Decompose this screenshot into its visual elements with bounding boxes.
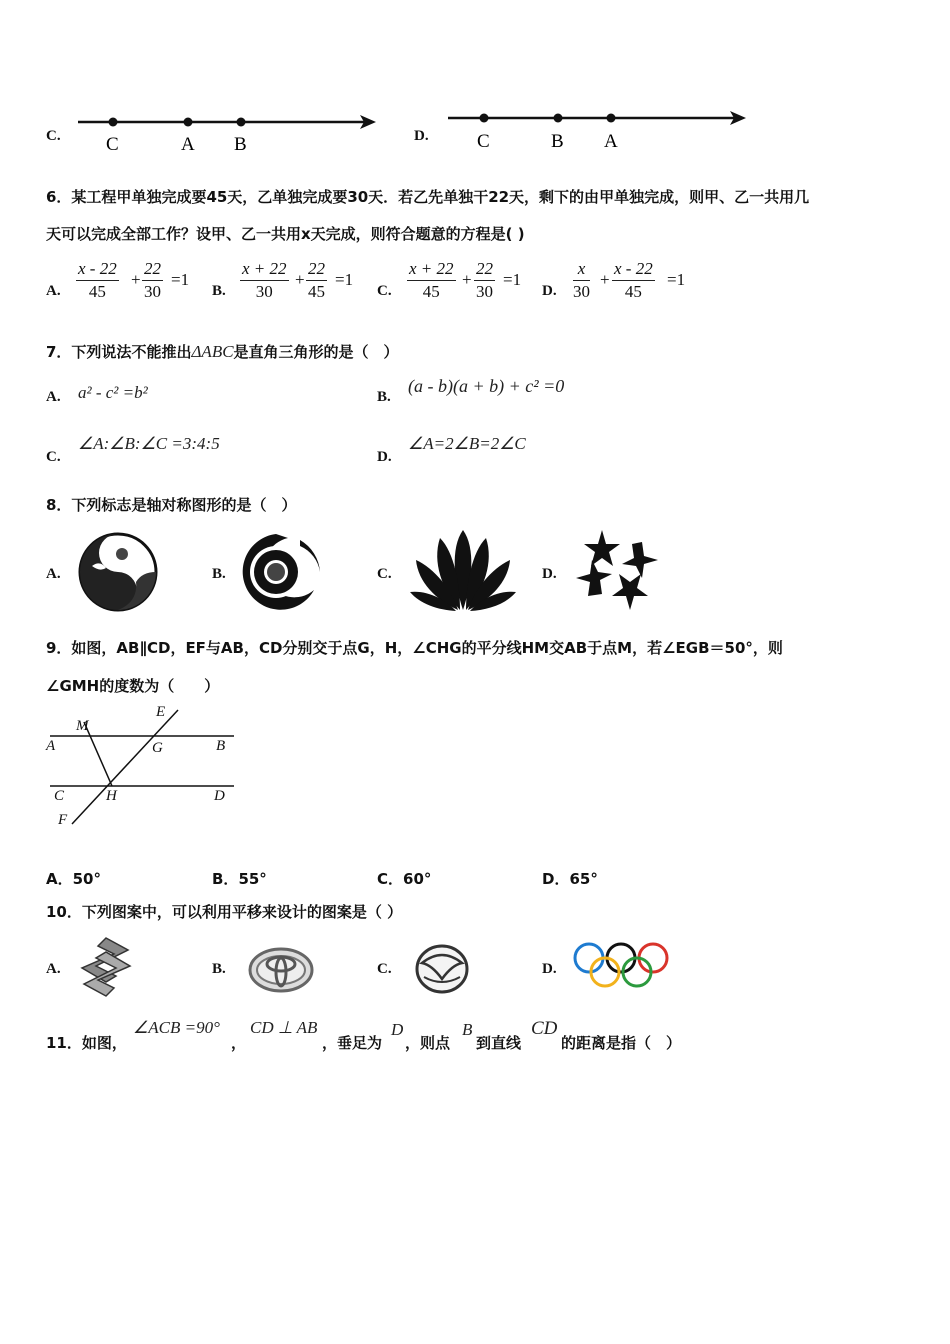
q9-option-b[interactable]: B．55° xyxy=(212,870,267,888)
q8-stem: 8．下列标志是轴对称图形的是（ ） xyxy=(46,496,297,514)
point-label: A xyxy=(604,131,618,152)
q7-option-c-expr: ∠A:∠B:∠C =3:4:5 xyxy=(78,434,220,453)
petal-fan-logo-icon[interactable] xyxy=(408,528,518,613)
q7-option-b-label[interactable]: B. xyxy=(377,389,391,405)
q10-stem: 10．下列图案中，可以利用平移来设计的图案是（ ） xyxy=(46,903,403,921)
point-dot xyxy=(184,118,193,127)
q6-stem-line1: 6．某工程甲单独完成要45天，乙单独完成要30天．若乙先单独干22天，剩下的由甲单独完成，则甲、乙一共用几 xyxy=(46,188,810,206)
plus-sign: + xyxy=(131,270,141,289)
q8-option-a-label[interactable]: A. xyxy=(46,566,61,582)
q11-prefix: 11．如图， xyxy=(46,1034,127,1052)
label-b: B xyxy=(216,738,226,754)
q6-a-fraction-2: $\frac{22}{30}$ xyxy=(144,259,161,301)
triangle-abc: ΔABC xyxy=(191,342,234,361)
toyota-logo-icon[interactable] xyxy=(248,946,314,994)
q10-option-b-label[interactable]: B. xyxy=(212,961,226,977)
point-label: B xyxy=(234,134,247,155)
circle-swoosh-logo-icon[interactable] xyxy=(236,532,326,612)
label-f: F xyxy=(58,812,68,828)
point-dot xyxy=(109,118,118,127)
q11-suffix: 的距离是指（ ） xyxy=(561,1034,682,1052)
q9-stem-line1: 9．如图，AB∥CD，EF与AB，CD分别交于点G，H，∠CHG的平分线HM交AB于点M，若∠EGB＝50°，则 xyxy=(46,639,783,657)
equals-one: =1 xyxy=(335,270,354,289)
q10-option-d-label[interactable]: D. xyxy=(542,961,557,977)
equals-one: =1 xyxy=(667,270,686,289)
suzuki-s-logo-icon[interactable] xyxy=(76,936,136,998)
q6-c-fraction-1: $\frac{x + 22}{45}$ xyxy=(409,259,454,301)
point-dot xyxy=(607,114,616,123)
plus-sign: + xyxy=(462,270,472,289)
olympic-rings-icon[interactable] xyxy=(572,940,672,990)
q11-separator: ， xyxy=(231,1034,247,1052)
label-h: H xyxy=(106,788,117,804)
q6-c-fraction-2: $\frac{22}{30}$ xyxy=(476,259,493,301)
q5-option-c-label[interactable]: C. xyxy=(46,128,61,144)
q7-stem: 7．下列说法不能推出ΔABC是直角三角形的是（ ） xyxy=(46,342,399,361)
q6-a-fraction-1: $\frac{x - 22}{45}$ xyxy=(78,259,117,301)
q7-option-c-label[interactable]: C. xyxy=(46,449,61,465)
q11-then-text: ，则点 xyxy=(405,1034,451,1052)
q6-b-fraction-1: $\frac{x + 22}{30}$ xyxy=(242,259,287,301)
q6-option-c-label[interactable]: C. xyxy=(377,283,392,299)
plus-sign: + xyxy=(600,270,610,289)
q11-point-b: B xyxy=(462,1020,473,1039)
q9-option-a[interactable]: A．50° xyxy=(46,870,101,888)
number-line-c xyxy=(70,105,390,155)
label-c: C xyxy=(54,788,65,804)
point-label: B xyxy=(551,131,564,152)
q6-d-fraction-1: $\frac{x}{30}$ xyxy=(573,259,590,301)
q11-line-cd: CD xyxy=(531,1018,558,1039)
q9-option-c[interactable]: C．60° xyxy=(377,870,432,888)
q7-option-a-label[interactable]: A. xyxy=(46,389,61,405)
q9-stem-line2: ∠GMH的度数为（ ） xyxy=(46,677,220,695)
q11-foot-text: ，垂足为 xyxy=(322,1034,383,1052)
q8-option-c-label[interactable]: C. xyxy=(377,566,392,582)
q6-option-d-label[interactable]: D. xyxy=(542,283,557,299)
equals-one: =1 xyxy=(171,270,190,289)
mazda-logo-icon[interactable] xyxy=(414,943,470,995)
label-e: E xyxy=(156,704,166,720)
point-label: C xyxy=(477,131,490,152)
q6-option-a-label[interactable]: A. xyxy=(46,283,61,299)
q11-angle-acb: ∠ACB =90° xyxy=(133,1018,220,1037)
label-d: D xyxy=(214,788,225,804)
q8-option-d-label[interactable]: D. xyxy=(542,566,557,582)
q11-point-d: D xyxy=(391,1020,404,1039)
equals-one: =1 xyxy=(503,270,522,289)
q10-option-a-label[interactable]: A. xyxy=(46,961,61,977)
label-m: M xyxy=(76,718,89,734)
q10-option-c-label[interactable]: C. xyxy=(377,961,392,977)
q9-option-d[interactable]: D．65° xyxy=(542,870,598,888)
parallel-lines-figure xyxy=(44,700,244,830)
point-label: C xyxy=(106,134,119,155)
q6-b-fraction-2: $\frac{22}{45}$ xyxy=(308,259,325,301)
yin-yang-logo-icon[interactable] xyxy=(78,532,158,612)
q8-option-b-label[interactable]: B. xyxy=(212,566,226,582)
q11-perpendicular: CD ⊥ AB xyxy=(250,1018,318,1037)
plus-sign: + xyxy=(295,270,305,289)
q7-option-a-expr: a² - c² =b² xyxy=(78,383,148,402)
q5-option-d-label[interactable]: D. xyxy=(414,128,429,144)
q7-option-d-expr: ∠A=2∠B=2∠C xyxy=(408,434,526,453)
point-dot xyxy=(237,118,246,127)
label-a: A xyxy=(46,738,56,754)
number-line-d xyxy=(440,101,760,151)
q7-option-b-expr: (a - b)(a + b) + c² =0 xyxy=(408,376,565,396)
point-label: A xyxy=(181,134,195,155)
q6-option-b-label[interactable]: B. xyxy=(212,283,226,299)
four-stars-logo-icon[interactable] xyxy=(572,528,662,613)
q6-stem-line2: 天可以完成全部工作？设甲、乙一共用x天完成，则符合题意的方程是( ) xyxy=(46,225,525,243)
point-dot xyxy=(554,114,563,123)
point-dot xyxy=(480,114,489,123)
q7-option-d-label[interactable]: D. xyxy=(377,449,392,465)
q6-d-fraction-2: $\frac{x - 22}{45}$ xyxy=(614,259,653,301)
label-g: G xyxy=(152,740,163,756)
q11-to-line-text: 到直线 xyxy=(476,1034,522,1052)
